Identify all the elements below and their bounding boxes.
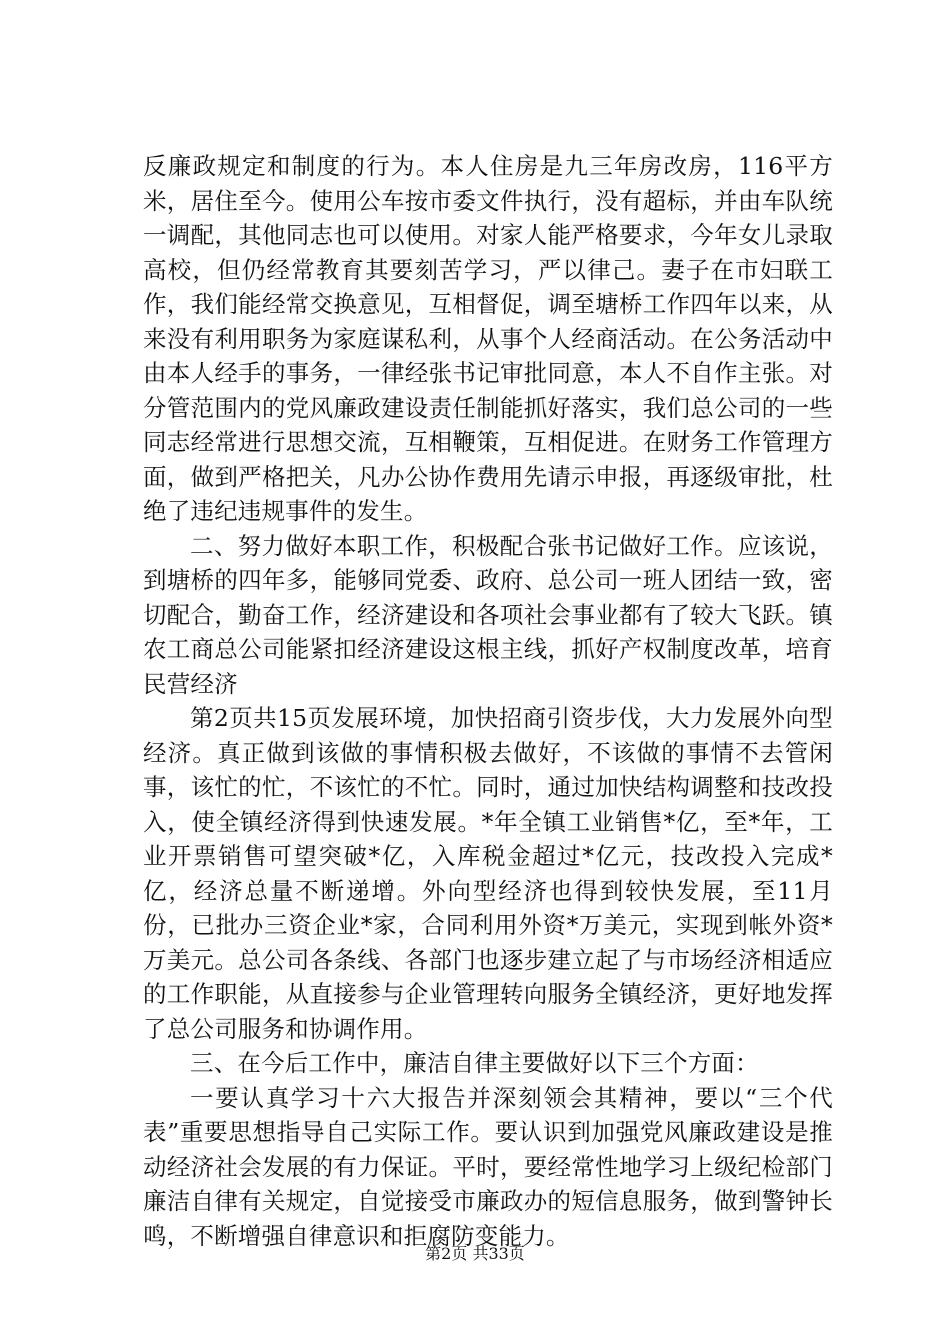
paragraph-1: 反廉政规定和制度的行为。本人住房是九三年房改房，116平方米，居住至今。使用公车按市委文件执行，没有超标，并由车队统一调配，其他同志也可以使用。对家人能严格要求，今年女儿录取高校，但仍经常教育其要刻苦学习，严以律己。妻子在市妇联工作，我们能经常交换意见，互相督促，调至塘桥工作四年以来，从来没有利用职务为家庭谋私利，从事个人经商活动。在公务活动中由本人经手的事务，一律经张书记审批同意，本人不自作主张。对分管范围内的党风廉政建设责任制能抓好落实，我们总公司的一些同志经常进行思想交流，互相鞭策，互相促进。在财务工作管理方面，做到严格把关，凡办公协作费用先请示申报，再逐级审批，杜绝了违纪违规事件的发生。 <box>143 152 833 525</box>
paragraph-2: 二、努力做好本职工作，积极配合张书记做好工作。应该说，到塘桥的四年多，能够同党委、政府、总公司一班人团结一致，密切配合，勤奋工作，经济建设和各项社会事业都有了较大飞跃。镇农工商总公司能紧扣经济建设这根主线，抓好产权制度改革，培育民营经济 <box>143 531 833 698</box>
page-footer: 第2页 共33页 <box>425 1244 525 1263</box>
paragraph-3: 第2页共15页发展环境，加快招商引资步伐，大力发展外向型经济。真正做到该做的事情积极去做好，不该做的事情不去管闲事，该忙的忙，不该忙的不忙。同时，通过加快结构调整和技改投入，使全镇经济得到快速发展。*年全镇工业销售*亿，至*年，工业开票销售可望突破*亿，入库税金超过*亿元，技改投入完成*亿，经济总量不断递增。外向型经济也得到较快发展，至11月份，已批办三资企业*家，合同利用外资*万美元，实现到帐外资*万美元。总公司各条线、各部门也逐步建立起了与市场经济相适应的工作职能，从直接参与企业管理转向服务全镇经济，更好地发挥了总公司服务和协调作用。 <box>143 704 833 1043</box>
paragraph-5: 一要认真学习十六大报告并深刻领会其精神，要以“三个代表”重要思想指导自己实际工作。要认识到加强党风廉政建设是推动经济社会发展的有力保证。平时，要经常性地学习上级纪检部门廉洁自律有关规定，自觉接受市廉政办的短信息服务，做到警钟长鸣，不断增强自律意识和拒腐防变能力。 <box>143 1083 833 1250</box>
document-body <box>143 149 833 1253</box>
paragraph-4: 三、在今后工作中，廉洁自律主要做好以下三个方面： <box>190 1049 759 1077</box>
